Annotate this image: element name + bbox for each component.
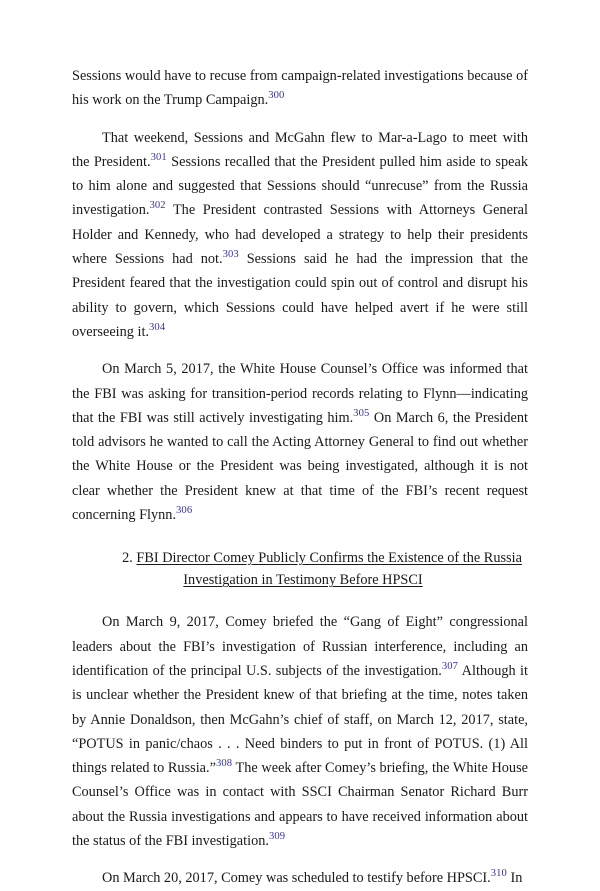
footnote-marker-307[interactable]: 307 [441,661,459,673]
paragraph-2-text-1: That weekend, Sessions and McGahn flew to Mar-a-Lago to meet with the President. [72,129,528,170]
paragraph-3 [72,357,528,527]
paragraph-2-text-3: The President contrasted Sessions with Attorneys General Holder and Kennedy, who had developed a strategy to help their presidents where Sessions had not. [72,202,528,268]
footnote-marker-302[interactable]: 302 [149,200,166,212]
document-body [72,64,528,891]
footnote-marker-306[interactable]: 306 [176,505,193,517]
footnote-marker-308[interactable]: 308 [215,758,233,770]
section-heading-title-line-2: Investigation in Testimony Before HPSCI [183,572,423,589]
footnote-marker-310[interactable]: 310 [490,868,507,880]
section-heading-line-2 [72,569,528,591]
footnote-marker-300[interactable]: 300 [268,90,285,102]
paragraph-5-text-2: In [510,870,523,887]
paragraph-3-text-2: On March 6, the President told advisors he wanted to call the Acting Attorney General to find out whether the White House or the President was being investigated, although it is not clear whether the President knew at that time of the FBI’s recent request concerning Flynn. [72,409,529,524]
section-heading-number: 2. [122,550,133,567]
paragraph-3-text-1: On March 5, 2017, the White House Counsel’s Office was informed that the FBI was asking for transition-period records relating to Flynn—indicating that the FBI was still actively investigating him. [72,361,528,426]
paragraph-2-text-2: Sessions recalled that the President pulled him aside to speak to him alone and suggested that Sessions should “unrecuse” from the Russia investigation. [72,153,528,219]
paragraph-1-text-1: Sessions would have to recuse from campaign-related investigations because of his work on the Trump Campaign. [72,68,528,109]
footnote-marker-301[interactable]: 301 [150,152,167,164]
section-heading-line-1 [72,547,528,569]
paragraph-4-text-1: On March 9, 2017, Comey briefed the “Gang of Eight” congressional leaders about the FBI’s investigation of Russian interference, including an identification of the principal U.S. subjects of the investigation. [72,614,528,679]
footnote-marker-303[interactable]: 303 [222,249,239,261]
paragraph-4 [72,610,528,853]
paragraph-4-text-3: The week after Comey’s briefing, the White House Counsel’s Office was in contact with SSCI Chairman Senator Richard Burr about the Russia investigations and appears to have received information about the status of the FBI investigation. [72,760,528,850]
footnote-marker-305[interactable]: 305 [353,408,370,420]
paragraph-5-text-1: On March 20, 2017, Comey was scheduled to testify before HPSCI. [102,870,491,887]
section-heading [72,547,528,591]
paragraph-2 [72,126,528,345]
paragraph-5 [72,866,528,890]
paragraph-1 [72,64,528,113]
paragraph-2-text-4: Sessions said he had the impression that the President feared that the investigation could spin out of control and disrupt his ability to govern, which Sessions could have helped avert if he were still overseeing it. [72,251,528,340]
paragraph-4-text-2: Although it is unclear whether the President knew of that briefing at the time, notes taken by Annie Donaldson, then McGahn’s chief of staff, on March 12, 2017, state, “POTUS in panic/chaos . . . Need binders to put in front of POTUS. (1) All things related to Russia.” [72,662,528,777]
footnote-marker-309[interactable]: 309 [268,831,286,843]
section-heading-title-line-1: FBI Director Comey Publicly Confirms the Existence of the Russia [136,550,522,567]
footnote-marker-304[interactable]: 304 [149,322,166,334]
